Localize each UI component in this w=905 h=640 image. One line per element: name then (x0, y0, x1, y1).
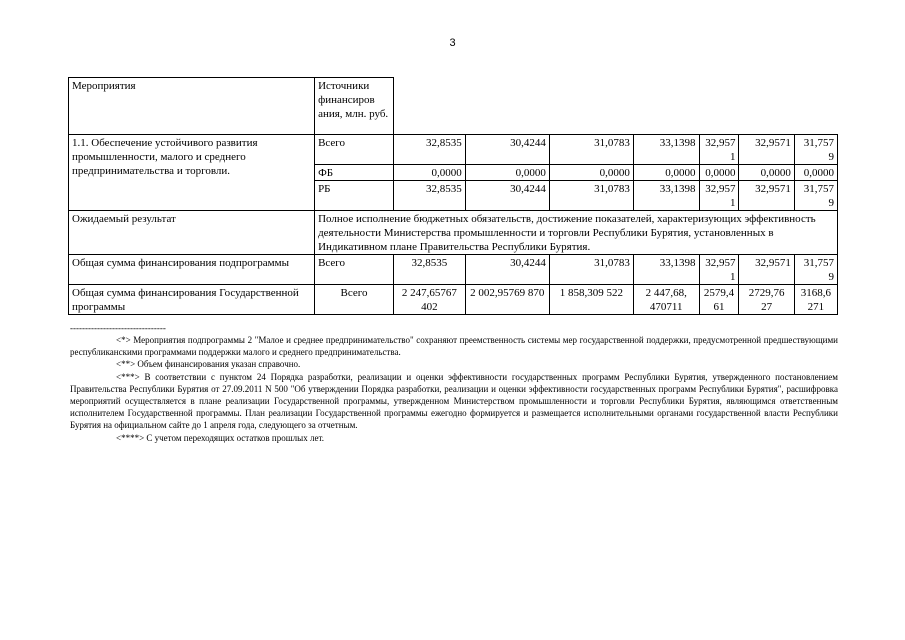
item-1-1-title: 1.1. Обеспечение устойчивого развития промышленности, малого и среднего предпринимательства и торговли. (69, 135, 315, 211)
footnotes (70, 322, 838, 444)
header-sources: Источники финансиров ания, млн. руб. (315, 78, 394, 135)
cell-value: 3168,6 271 (794, 285, 837, 315)
financing-table (68, 77, 838, 315)
cell-value: 2 447,68, 470711 (633, 285, 699, 315)
cell-value: 0,0000 (699, 165, 739, 181)
expected-result-text: Полное исполнение бюджетных обязательств, достижение показателей, характеризующих эффективность деятельности Министерства промышленности и торговли Республики Бурятия, установленных в Индикативном плане Правительства Республики Бурятия. (315, 211, 838, 255)
cell-value: 30,4244 (465, 135, 549, 165)
cell-value: 31,757 9 (794, 181, 837, 211)
subprogram-total-label: Общая сумма финансирования подпрограммы (69, 255, 315, 285)
cell-value: 31,757 9 (794, 135, 837, 165)
cell-value: 2579,4 61 (699, 285, 739, 315)
cell-value: 2729,76 27 (739, 285, 794, 315)
cell-value: 0,0000 (549, 165, 633, 181)
cell-value: 32,8535 (394, 181, 466, 211)
page-number: 3 (449, 37, 456, 49)
footnote-4: <****> С учетом переходящих остатков прошлых лет. (116, 432, 324, 443)
cell-value: 32,957 1 (699, 181, 739, 211)
row-source: ФБ (315, 165, 394, 181)
cell-value: 32,9571 (739, 135, 794, 165)
cell-value: 2 247,65767 402 (394, 285, 466, 315)
cell-value: 32,9571 (739, 181, 794, 211)
cell-value: 32,8535 (394, 255, 466, 285)
cell-value: 33,1398 (633, 255, 699, 285)
footnote-1: <*> Мероприятия подпрограммы 2 "Малое и среднее предпринимательство" сохраняют преемственность системы мер государственной поддержки, предусмотренной предшествующими республиканскими программами поддержки малого и среднего предпринимательства. (70, 335, 838, 358)
cell-value: 0,0000 (794, 165, 837, 181)
header-empty (394, 78, 838, 135)
cell-value: 32,9571 (739, 255, 794, 285)
row-source: Всего (315, 285, 394, 315)
cell-value: 0,0000 (394, 165, 466, 181)
cell-value: 32,957 1 (699, 135, 739, 165)
cell-value: 31,0783 (549, 255, 633, 285)
cell-value: 31,757 9 (794, 255, 837, 285)
expected-result-label: Ожидаемый результат (69, 211, 315, 255)
table-row (69, 285, 838, 315)
cell-value: 0,0000 (739, 165, 794, 181)
cell-value: 32,8535 (394, 135, 466, 165)
cell-value: 1 858,309 522 (549, 285, 633, 315)
cell-value: 30,4244 (465, 181, 549, 211)
cell-value: 30,4244 (465, 255, 549, 285)
row-source: РБ (315, 181, 394, 211)
table-row (69, 255, 838, 285)
cell-value: 2 002,95769 870 (465, 285, 549, 315)
table-row (69, 135, 838, 165)
cell-value: 0,0000 (633, 165, 699, 181)
cell-value: 33,1398 (633, 181, 699, 211)
cell-value: 31,0783 (549, 135, 633, 165)
row-source: Всего (315, 255, 394, 285)
footnote-separator: -------------------------------- (70, 323, 166, 333)
cell-value: 33,1398 (633, 135, 699, 165)
row-source: Всего (315, 135, 394, 165)
program-total-label: Общая сумма финансирования Государственной программы (69, 285, 315, 315)
table-header-row (69, 78, 838, 135)
footnote-3: <***> В соответствии с пунктом 24 Порядка разработки, реализации и оценки эффективности государственных программ Республики Бурятия, утвержденного постановлением Правительства Республики Бурятия от 27.09.2011 N 500 "Об утверждении Порядка разработки, реализации и оценки эффективности государственных программ Республики Бурятия", расшифровка мероприятий осуществляется в плане реализации Государственной программы, утвержденном Министерством промышленности и торговли Республики Бурятия, являющимся ответственным исполнителем Государственной программы. План реализации Государственной программы ежегодно формируется и размещается исполнительными органами государственной власти Республики Бурятия на официальном сайте до 1 апреля года, следующего за отчетным. (70, 371, 838, 431)
cell-value: 0,0000 (465, 165, 549, 181)
footnote-2: <**> Объем финансирования указан справочно. (116, 359, 301, 370)
header-measures: Мероприятия (69, 78, 315, 135)
cell-value: 32,957 1 (699, 255, 739, 285)
cell-value: 31,0783 (549, 181, 633, 211)
table-row (69, 211, 838, 255)
